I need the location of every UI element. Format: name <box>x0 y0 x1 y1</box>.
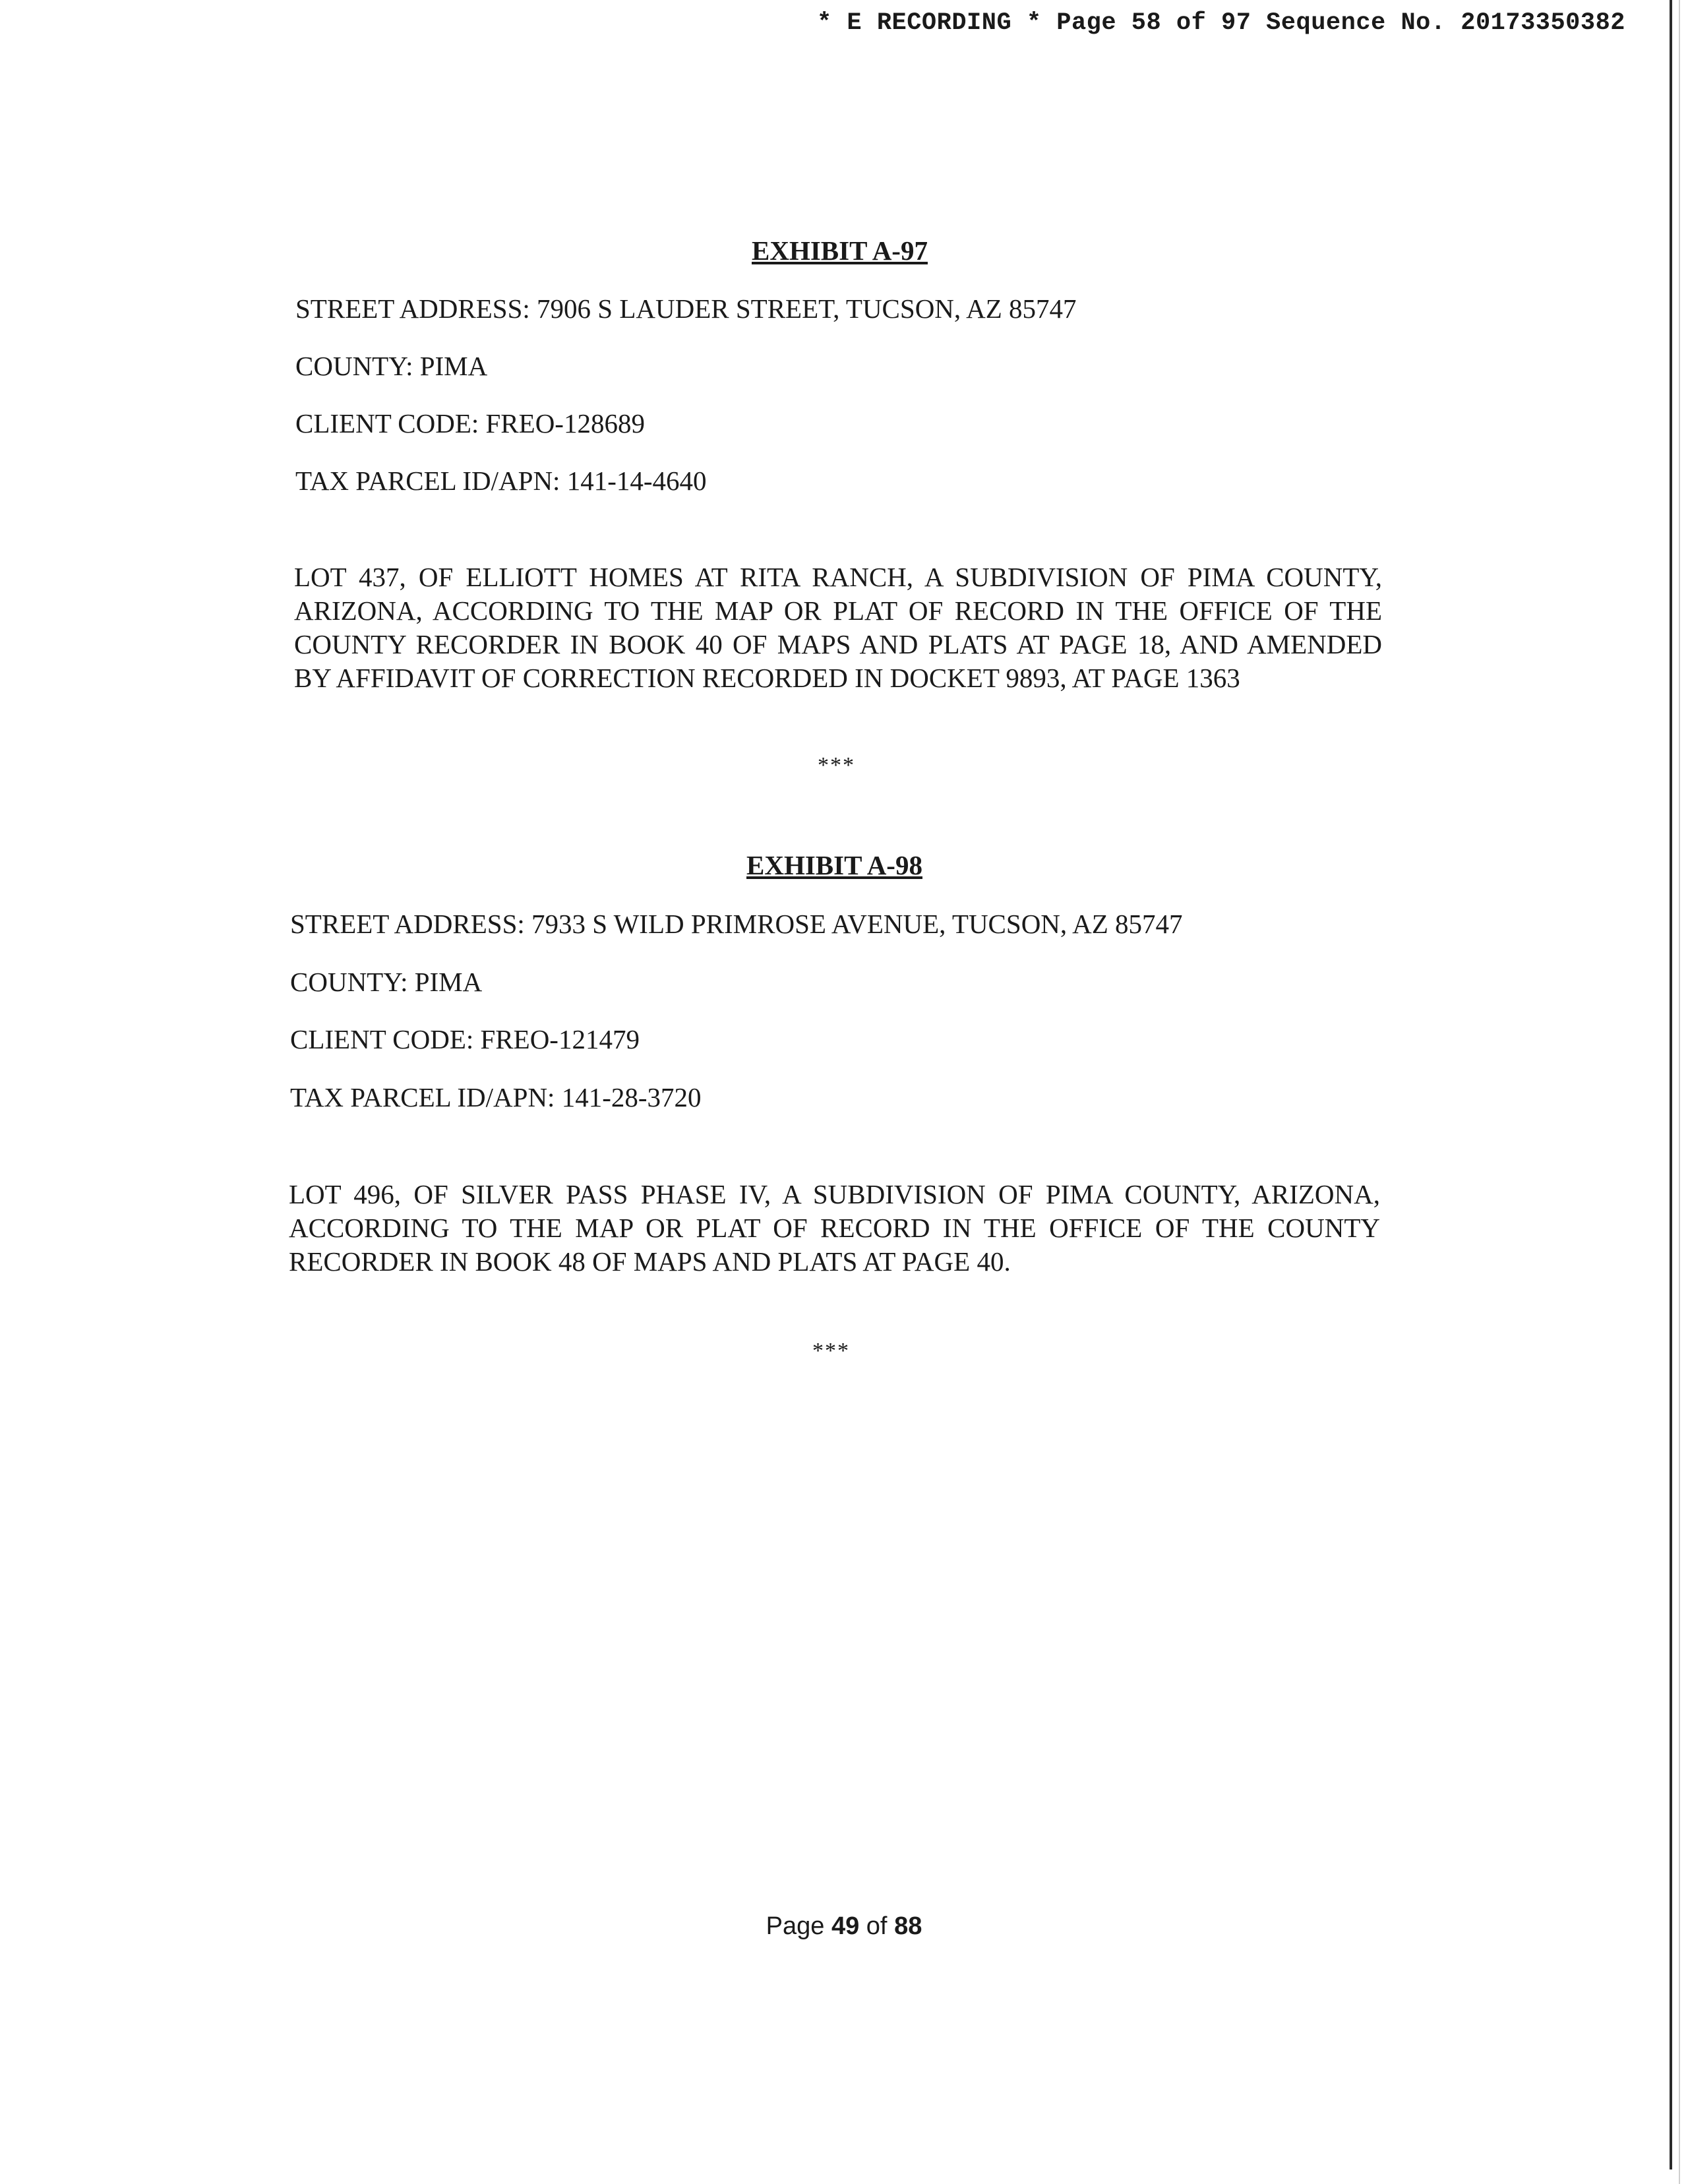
client-code: CLIENT CODE: FREO-128689 <box>295 408 645 439</box>
tax-parcel-id: TAX PARCEL ID/APN: 141-28-3720 <box>290 1082 702 1112</box>
separator-asterisks: *** <box>818 753 855 777</box>
footer-of-word: of <box>866 1912 888 1940</box>
client-code: CLIENT CODE: FREO-121479 <box>290 1024 640 1054</box>
exhibit-title: EXHIBIT A-98 <box>746 850 922 880</box>
street-address: STREET ADDRESS: 7906 S LAUDER STREET, TUCSON, AZ 85747 <box>295 293 1077 324</box>
legal-description: LOT 437, OF ELLIOTT HOMES AT RITA RANCH, A SUBDIVISION OF PIMA COUNTY, ARIZONA, ACCORDING TO THE MAP OR PLAT OF RECORD IN THE OFFICE OF THE COUNTY RECORDER IN BOOK 40 OF MAPS AND PLATS AT PAGE 18, AND AMENDED BY AFFIDAVIT OF CORRECTION RECORDED IN DOCKET 9893, AT PAGE 1363 <box>294 562 1382 693</box>
scan-border-line <box>1670 0 1672 2169</box>
footer-page-word: Page <box>766 1912 825 1940</box>
county: COUNTY: PIMA <box>295 351 488 381</box>
exhibit-title: EXHIBIT A-97 <box>752 235 928 266</box>
footer-page-total: 88 <box>894 1912 922 1940</box>
separator-asterisks: *** <box>812 1339 850 1363</box>
page-number-footer <box>0 1912 1688 1941</box>
legal-description: LOT 496, OF SILVER PASS PHASE IV, A SUBDIVISION OF PIMA COUNTY, ARIZONA, ACCORDING TO THE MAP OR PLAT OF RECORD IN THE OFFICE OF THE COUNTY RECORDER IN BOOK 48 OF MAPS AND PLATS AT PAGE 40. <box>289 1179 1380 1277</box>
footer-page-current: 49 <box>831 1912 860 1940</box>
tax-parcel-id: TAX PARCEL ID/APN: 141-14-4640 <box>295 466 707 496</box>
recording-stamp-header: * E RECORDING * Page 58 of 97 Sequence No. 20173350382 <box>817 9 1625 37</box>
county: COUNTY: PIMA <box>290 967 483 997</box>
street-address: STREET ADDRESS: 7933 S WILD PRIMROSE AVENUE, TUCSON, AZ 85747 <box>290 909 1183 939</box>
scan-border-faint <box>1679 0 1680 2184</box>
